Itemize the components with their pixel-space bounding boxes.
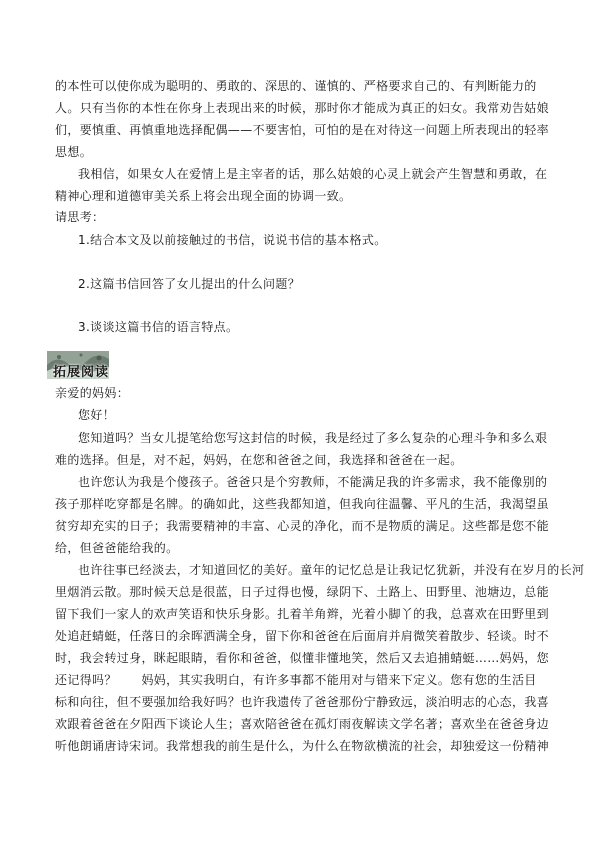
- text-line: 贫穷却充实的日子；我需要精神的丰富、心灵的净化，而不是物质的满足。这些都是您不能: [55, 519, 550, 533]
- text-line: 精神心理和道德审美关系上将会出现全面的协调一致。: [55, 189, 352, 203]
- text-line: 的本性可以使你成为聪明的、勇敢的、深思的、谨慎的、严格要求自己的、有判断能力的: [55, 79, 537, 93]
- text-line: 还记得吗？ 妈妈，其实我明白，有许多事都不能用对与错来下定义。您有您的生活目: [55, 673, 537, 687]
- text-line: 也许您认为我是个傻孩子。爸爸只是个穷教师，不能满足我的许多需求，我不能像别的: [78, 475, 548, 489]
- text-line: 您知道吗？当女儿提笔给您写这封信的时候，我是经过了多么复杂的心理斗争和多么艰: [78, 431, 548, 445]
- section-badge-label: 拓展阅读: [53, 365, 109, 379]
- text-line: 标和向往，但不要强加给我好吗？也许我遗传了爸爸那份宁静致远，淡泊明志的心态，我喜: [55, 695, 550, 709]
- text-line: 们，要慎重、再慎重地选择配偶——不要害怕，可怕的是在对待这一问题上所表现出的轻率: [55, 123, 550, 137]
- text-line: 我相信，如果女人在爱情上是主宰者的话，那么姑娘的心灵上就会产生智慧和勇敢，在: [78, 167, 548, 181]
- text-line: 人。只有当你的本性在你身上表现出来的时候，那时你才能成为真正的妇女。我常劝告姑娘: [55, 101, 550, 115]
- text-line: 给，但爸爸能给我的。: [55, 541, 179, 555]
- text-line: 难的选择。但是，对不起，妈妈，在您和爸爸之间，我选择和爸爸在一起。: [55, 453, 463, 467]
- text-line: 留下我们一家人的欢声笑语和快乐身影。扎着羊角辫，光着小脚丫的我，总喜欢在田野里到: [55, 607, 550, 621]
- text-line: 孩子那样吃穿都是名牌。的确如此，这些我都知道，但我向往温馨、平凡的生活，我渴望虽: [55, 497, 550, 511]
- question-item: 1.结合本文及以前接触过的书信，说说书信的基本格式。: [78, 233, 387, 247]
- question-item: 2.这篇书信回答了女儿提出的什么问题？: [78, 277, 301, 291]
- text-line: 听他朗诵唐诗宋词。我常想我的前生是什么，为什么在物欲横流的社会，却独爱这一份精神: [55, 739, 550, 753]
- text-line: 也许往事已经淡去，才知道回忆的美好。童年的记忆总是让我记忆犹新，并没有在岁月的长河: [78, 563, 585, 577]
- text-line: 时，我会转过身，眯起眼睛，看你和爸爸，似懂非懂地笑，然后又去追捕蜻蜓……妈妈，您: [55, 651, 550, 665]
- letter-greeting: 您好！: [78, 408, 116, 422]
- question-item: 3.谈谈这篇书信的语言特点。: [78, 320, 239, 334]
- letter-salutation: 亲爱的妈妈：: [55, 386, 130, 400]
- text-line: 里烟消云散。那时候天总是很蓝，日子过得也慢，绿阴下、土路上、田野里、池塘边，总能: [55, 585, 550, 599]
- section-badge: [47, 351, 109, 379]
- text-line: 欢跟着爸爸在夕阳西下谈论人生；喜欢陪爸爸在孤灯雨夜解读文学名著；喜欢坐在爸爸身边: [55, 717, 550, 731]
- question-heading: 请思考：: [55, 210, 105, 224]
- text-line: 处追赶蜻蜓，任落日的余晖洒满全身，留下你和爸爸在后面肩并肩微笑着散步、轻谈。时不: [55, 629, 550, 643]
- text-line: 思想。: [55, 145, 93, 159]
